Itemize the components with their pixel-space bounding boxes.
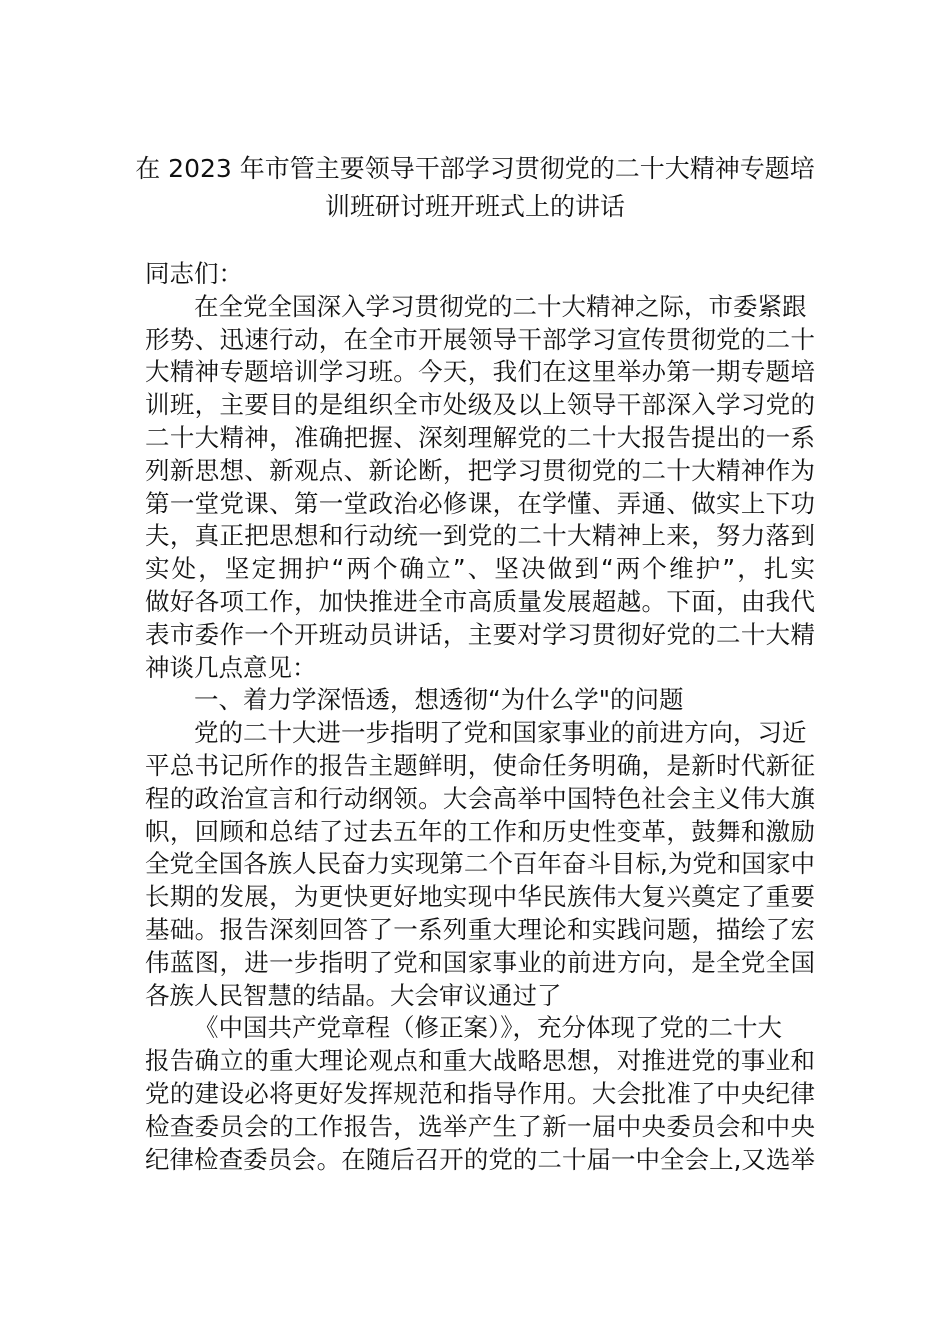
- body-line: 各族人民智慧的结晶。大会审议通过了: [145, 980, 562, 1010]
- body-line: 报告确立的重大理论观点和重大战略思想，对推进党的事业和: [145, 1046, 815, 1076]
- title-line-2: 训班研讨班开班式上的讲话: [324, 192, 625, 221]
- body-line: 二十大精神，准确把握、深刻理解党的二十大报告提出的一系: [145, 422, 815, 452]
- body-line: 程的政治宣言和行动纲领。大会高举中国特色社会主义伟大旗: [145, 783, 815, 813]
- body-line: 第一堂党课、第一堂政治必修课，在学懂、弄通、做实上下功: [145, 488, 815, 518]
- body-line: 列新思想、新观点、新论断，把学习贯彻党的二十大精神作为: [145, 455, 815, 485]
- body-line: 伟蓝图，进一步指明了党和国家事业的前进方向，是全党全国: [145, 947, 815, 977]
- body-line: 党的二十大进一步指明了党和国家事业的前进方向，习近: [194, 718, 807, 748]
- body-line: 表市委作一个开班动员讲话，主要对学习贯彻好党的二十大精: [145, 619, 815, 649]
- body-line: 全党全国各族人民奋力实现第二个百年奋斗目标,为党和国家中: [145, 849, 815, 879]
- body-line: 帜，回顾和总结了过去五年的工作和历史性变革，鼓舞和激励: [145, 816, 815, 846]
- body-line: 大精神专题培训学习班。今天，我们在这里举办第一期专题培: [145, 357, 815, 387]
- body-line: 夫，真正把思想和行动统一到党的二十大精神上来，努力落到: [145, 521, 815, 551]
- salutation: 同志们：: [145, 259, 243, 288]
- body-line: 实处，坚定拥护“两个确立”、坚决做到“两个维护”，扎实: [145, 554, 815, 584]
- body-line: 训班，主要目的是组织全市处级及以上领导干部深入学习党的: [145, 390, 815, 420]
- body-line: 形势、迅速行动，在全市开展领导干部学习宣传贯彻党的二十: [145, 324, 815, 354]
- body-line: 平总书记所作的报告主题鲜明，使命任务明确，是新时代新征: [145, 750, 815, 780]
- body-line: 在全党全国深入学习贯彻党的二十大精神之际，市委紧跟: [194, 291, 807, 321]
- title-line-1: 在 2023 年市管主要领导干部学习贯彻党的二十大精神专题培: [135, 154, 815, 183]
- body-line: 做好各项工作，加快推进全市高质量发展超越。下面，由我代: [145, 586, 815, 616]
- body-line: 党的建设必将更好发挥规范和指导作用。大会批准了中央纪律: [145, 1078, 815, 1108]
- body-line: 神谈几点意见：: [145, 652, 317, 682]
- body-line: 长期的发展，为更快更好地实现中华民族伟大复兴奠定了重要: [145, 882, 815, 912]
- body-line: 基础。报告深刻回答了一系列重大理论和实践问题，描绘了宏: [145, 914, 815, 944]
- body-line: 检查委员会的工作报告，选举产生了新一届中央委员会和中央: [145, 1111, 815, 1141]
- section-heading: 一、着力学深悟透，想透彻“为什么学"的问题: [194, 685, 684, 715]
- body-line: 《中国共产党章程（修正案）》，充分体现了党的二十大: [194, 1013, 782, 1043]
- body-line: 纪律检查委员会。在随后召开的党的二十届一中全会上,又选举: [145, 1144, 815, 1174]
- document-title: [120, 150, 830, 226]
- document-body: [145, 258, 815, 1176]
